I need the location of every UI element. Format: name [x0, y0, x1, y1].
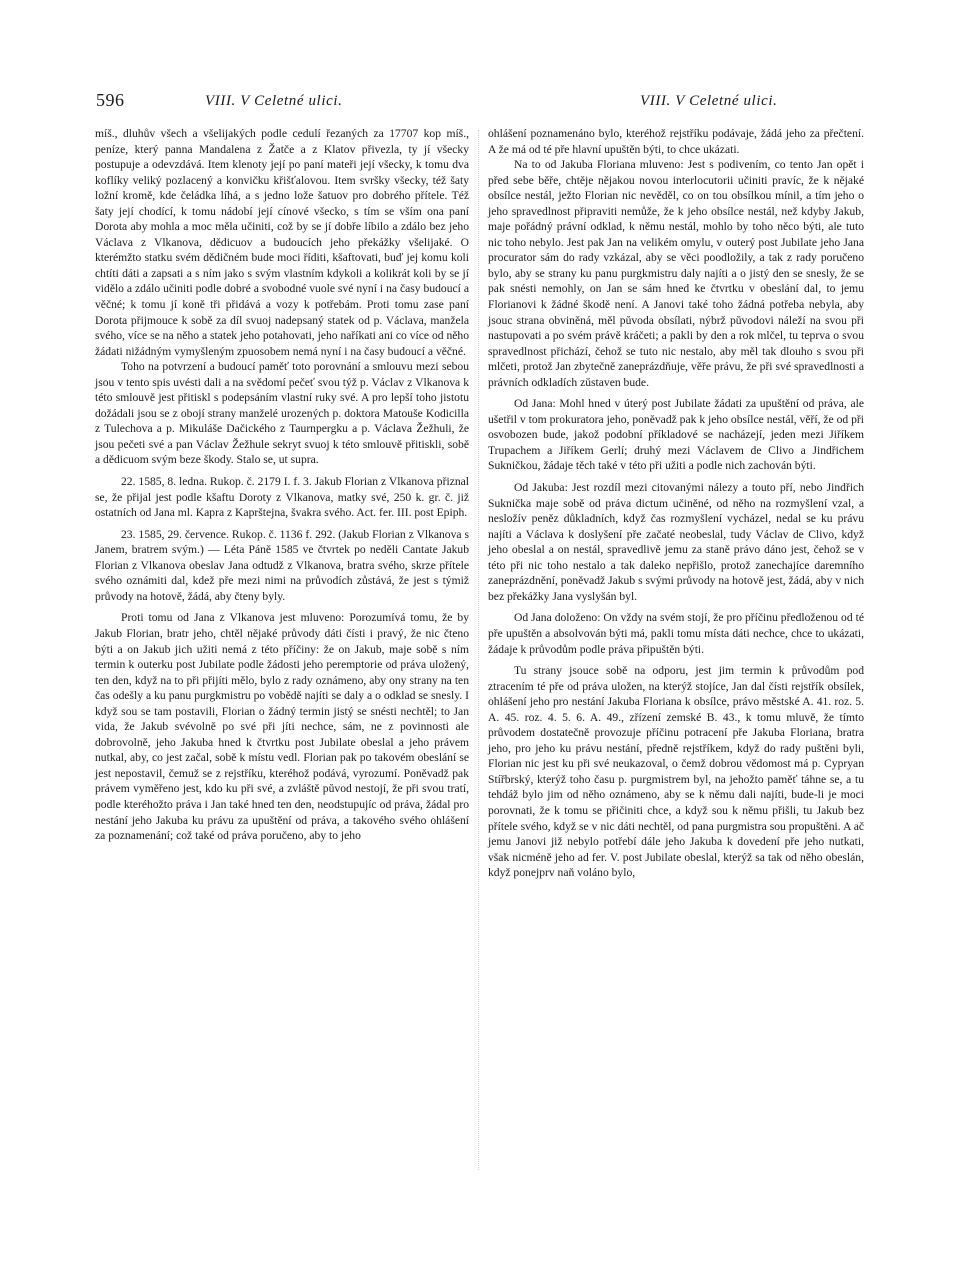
- paragraph: Od Jakuba: Jest rozdíl mezi citovanými nálezy a touto pří, nebo Jindřich Suknička maje sobě od práva dictum učiněné, od něho na rozmyšlení vzal, a nesložív peněz důkladních, když čas rozmyšlení vycházel, nedal se ku právu najíti a Václava k doslyšení pře začaté neobeslal, tudy Václav de Clivo, když jeho obeslal a on nestál, spravedlivě jemu za staně právo dáno jest, čehož se v této při nic toho nestalo a tak daleko nepřišlo, protož zanechajíce daremního zaneprázdnění, poněvadž Jakub s svými průvody na hotově jest, žádá, aby v nich bez překážky Jana vyslyšán byl.: [488, 481, 864, 603]
- paragraph: ohlášení poznamenáno bylo, kteréhož rejstříku podávaje, žádá jeho za přečtení. A že má od té pře hlavní upuštěn býti, to chce ukázati.: [488, 127, 864, 156]
- right-text-column: [488, 126, 864, 881]
- paragraph: Proti tomu od Jana z Vlkanova jest mluveno: Porozumívá tomu, že by Jakub Florian, bratr jeho, chtěl nějaké průvody dáti čísti i pravý, že nic čteno býti a on Jakub jich užiti nemá z této příčiny: že on Jakub, maje sobě s ním termin k outerku post Jubilate podle žádosti jeho peremptorie od práva uložený, ten den, když na to při přijíti mělo, bylo z rady oznámeno, aby ony strany na ten čas odešly a ku panu purgkmistru po vobědě najíti se daly a o odklad se snesly. I když sou se tam postavili, Florian o žádný termin jistý se snésti nechtěl; to Jan vida, že Jakub svévolně po své při jíti nechce, sám, ne z povinnosti ale dobrovolně, jeho Jakuba hned k čtvrtku post Jubilate obeslal a jeho právem nutkal, aby, co jest začal, sobě k místu vedl. Florian pak po takovém obeslání se jest nepostavil, čemuž se z rejstříku, kteréhož podává, vyrozumí. Poněvadž pak právem vyměřeno jest, kdo ku při své, a zvláště pŭvod nestojí, že při svou tratí, podle kteréhožto práva i Jan také hned ten den, neodstupujíc od práva, žádal pro nestání jeho Jakuba ku právu za upuštění od práva, a takového svého ohlášení za poznamenání; což také od práva poručeno, aby to jeho: [95, 611, 469, 843]
- column-divider: [478, 130, 479, 1170]
- paragraph: 22. 1585, 8. ledna. Rukop. č. 2179 I. f. 3. Jakub Florian z Vlkanova přiznal se, že přijal jest podle kšaftu Doroty z Vlkanova, matky své, 250 k. gr. č. již ostatních od Jana ml. Kapra z Kaprštejna, švakra svého. Act. fer. III. post Epiph.: [95, 475, 469, 520]
- running-head-right: VIII. V Celetné ulici.: [640, 93, 778, 109]
- paragraph: Tu strany jsouce sobě na odporu, jest jim termin k průvodům pod ztracením té pře od práva uložen, na kterýž stojíce, Jan dal čísti rejstřík obsílek, ohlášení jeho pro nestání Jakuba Floriana k obsílce, právo městské A. 41. roz. 5. A. 45. roz. 4. 5. 6. A. 49., zřízení zemské B. 43., k tomu mluvě, že tímto průvodem dostatečně provozuje příčinu potracení pře Jakuba Floriana, bratra jeho, pro jeho ku právu nestání, předně rejstříkem, když do rady puštěni byli, Florian nic jest ku při své neukazoval, o čemž dobrou vědomost má p. Cypryan Stířbrský, kterýž toho času p. purgmistrem byl, na jehožto paměť táhne se, a tu tehdáž bylo jim od něho oznámeno, aby se k němu dali najíti, bude-li je moci porovnati, že k tomu se přičiniti chce, a když sou k němu přišli, tu Jakub bez přítele svého, když se v nic dáti nechtěl, od pana purgmistra sou propuštěni. A ač jemu Janovi již nebylo potřebí dále jeho Jakuba k dovedení pře jeho nutkati, však nicméně jeho ad fer. V. post Jubilate obeslal, kterýž sa tak od něho obeslán, když ponejprv naň voláno bylo,: [488, 664, 864, 880]
- paragraph: míš., dluhův všech a všelijakých podle cedulí řezaných za 17707 kop míš., peníze, který panna Mandalena z Žatče a z Klatov přivezla, ty jí všecky postupuje a odevzdává. Item klenoty její po paní mateři její všecky, k tomu dva koflíky veliký pozlacený a konvičku křišťalovou. Item svršky všecky, též šaty ložní kromě, kde čeládka líhá, a s jedno lože šatuov pro dobrého přítele. Též šaty její chodící, k tomu nádobí její cínové všecko, s tím se vším ona paní Dorota aby mohla a moc měla učiniti, což by se jí dobře líbilo a zdálo bez jeho Václava z Vlkanova, dědicuov a budoucích jeho překážky všelijaké. O kterémžto statku svém dědičném bude moci říditi, kšaftovati, buď jej komu koli chtíti dáti a zapsati a s ním jako s svým vlastním kdykoli a kolikrát koli by se jí vidělo a zdálo učiniti podle dobré a svobodné vuole své nyní i na časy budoucí a věčné; k tomu jí koně tři přidává a vozy k potřebám. Proti tomu zase paní Dorota přijmouce k sobě za díl svuoj nadepsaný statek od p. Václava, manžela svého, více se na něho a statek jeho potahovati, jeho naříkati ani co více od něho žádati nižádným vymyšleným zpuosobem nemá nyní i na časy budoucí a věčné.: [95, 127, 469, 358]
- page-number: 596: [96, 90, 125, 110]
- left-text-column: [95, 126, 469, 844]
- paragraph: 23. 1585, 29. července. Rukop. č. 1136 f. 292. (Jakub Florian z Vlkanova s Janem, bratrem svým.) — Léta Páně 1585 ve čtvrtek po neděli Cantate Jakub Florian z Vlkanova obeslav Jana odtudž z Vlkanova, bratra svého, skrze přítele svého oznámiti dal, kdež pře mezi nimi na průvodích zůstává, že jest s týmiž průvody na hotově, žádá, aby čteny byly.: [95, 527, 469, 603]
- paragraph: Na to od Jakuba Floriana mluveno: Jest s podivením, co tento Jan opět i před sebe běře, chtěje nějakou novou interlocutorii učiniti pravíc, že k nějaké obsílce nestál, ježto Florian nic nevěděl, co on tou obsílkou mínil, a tím jeho o jeho spravedlnost připraviti nemůže, že k jeho obsílce nestál, než kdyby Jakub, maje pořádný právní odklad, k němu nestál, mohlo by toho něco býti, ale tuto nic toho nebylo. Jest pak Jan na velikém omylu, v outerý post Jubilate jeho Jana procurator sám do rady vzkázal, aby se věci poodložily, a tak z rady poručeno bylo, aby se strany ku panu purgkmistru daly najíti a o jistý den se snesly, že se pak snésti nemohly, on Jan se sám hned ke čtvrtku v obeslání dal, to jemu Florianovi k žádné škodě není. A Janovi také toho žádná potřeba nebyla, aby jsouc strana obviněná, měl pŭvoda obsílati, nýbrž pŭvodovi náleží na svou při nastupovati a po svém právě kráčeti; a pakli by den a rok mlčel, tu teprva o svou spravedlnost přichází, čehož se tuto nic nestalo, aby měl tak dlouho s svou při mlčeti, protož Jan zbytečně zaneprázdňuje, věře právu, že při své spravedlnosti a právních odkladích zŭstaven bude.: [488, 158, 864, 389]
- paragraph: Od Jana: Mohl hned v úterý post Jubilate žádati za upuštění od práva, ale ušetřil v tom prokuratora jeho, poněvadž pak k jeho obsílce nestál, věří, že od při osvobozen bude, jakož podobní příkladové se nacházejí, jeden mezi Jiříkem Trupachem a Jiříkem Gerlí; druhý mezi Václavem de Clivo a Jindřichem Sukničkou, žádaje těch také v této při užiti a podle nich zachován býti.: [488, 397, 864, 473]
- paragraph: Toho na potvrzení a budoucí paměť toto porovnání a smlouvu mezi sebou jsou v tento spis uvésti dali a na svědomí pečeť svou týž p. Václav z Vlkanova k této smlouvě jest přitiskl s podepsáním vlastní ruky své. A pro lepší toho jistotu dožádali jsou se z obojí strany manželé urozených p. doktora Matouše Kodicilla z Tulechova a p. Mikuláše Dačického z Taurnpergku a p. Václava Žežhuli, že jsou pečeti své a pan Václav Žežhule sekryt svuoj k této smlouvě přitiskli, sobě a dědicuom svým beze škody. Stalo se, ut supra.: [95, 360, 469, 467]
- running-head-left: VIII. V Celetné ulici.: [205, 93, 343, 109]
- paragraph: Od Jana doloženo: On vždy na svém stojí, že pro příčinu předloženou od té pře upuštěn a absolvován býti má, pakli tomu místa dáti nechce, chce to ukázati, žádaje k průvodům podle práva připuštěn býti.: [488, 611, 864, 656]
